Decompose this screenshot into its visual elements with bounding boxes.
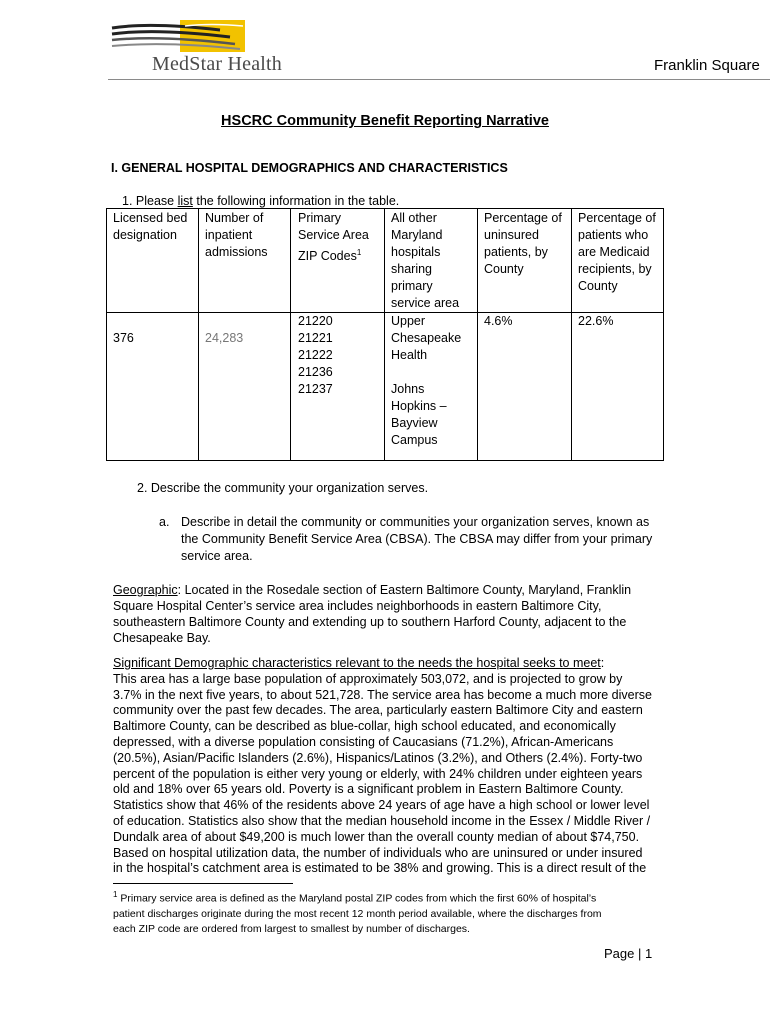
header-licensed-bed: [113, 210, 187, 244]
paragraph-line: (20.5%), Asian/Pacific Islanders (2.6%), Hispanics/Latinos (3.2%), and Others (2.4%). Forty-two: [113, 750, 643, 765]
header-line: County: [578, 279, 618, 293]
paragraph-line: community over the past few decades. The area, particularly eastern Baltimore City and eastern: [113, 703, 643, 718]
table-column-divider: [571, 209, 572, 460]
paragraph-line: old and 18% over 65 years old. Poverty is a significant problem in Eastern Baltimore County.: [113, 782, 624, 797]
paragraph-text: : Located in the Rosedale section of Eastern Baltimore County, Maryland, Franklin: [177, 583, 632, 597]
medstar-logo-mark: [110, 20, 245, 52]
hospital-line: Hopkins –: [391, 399, 447, 413]
footnote-mark: 1: [113, 890, 118, 899]
cell-uninsured-pct: 4.6%: [484, 314, 513, 328]
header-line: recipients, by: [578, 262, 652, 276]
header-line: primary: [391, 279, 433, 293]
header-line: service area: [391, 296, 460, 310]
zip-code: 21236: [298, 365, 333, 379]
paragraph-line: Baltimore County, can be described as blue-collar, high school educated, and economically: [113, 719, 616, 734]
footnote-text: Primary service area is defined as the Maryland postal ZIP codes from which the first 60% of hospital’s: [117, 892, 597, 905]
hospital-line: Johns: [391, 382, 425, 396]
question-2a-text: Describe in detail the community or communities your organization serves, known as the Community Benefit Service Area (CBSA). The CBSA may differ from your primary service area.: [181, 515, 653, 563]
paragraph-line: depressed, with a diverse population consisting of Caucasians (71.2%), African-Americans: [113, 734, 614, 749]
paragraph-line: Dundalk area of about $49,200 is much lower than the overall county median of about $74,750.: [113, 829, 640, 844]
paragraph-line: percent of the population is either very young or elderly, with 24% children under eighteen years: [113, 766, 643, 781]
footnote-line: [113, 887, 653, 907]
header-line: patients who: [578, 228, 649, 242]
zip-code: 21220: [298, 314, 333, 328]
header-line: hospitals: [391, 245, 441, 259]
header-line: Percentage of: [484, 211, 562, 225]
cell-medicaid-pct: 22.6%: [578, 314, 614, 328]
logo-wordmark: MedStar Health: [152, 53, 282, 75]
header-line: admissions: [205, 245, 268, 259]
header-line: Maryland: [391, 228, 443, 242]
cell-other-hospitals: [391, 313, 461, 449]
header-line: [298, 244, 369, 265]
header-line: designation: [113, 228, 177, 242]
table-column-divider: [290, 209, 291, 460]
geographic-label: Geographic: [113, 583, 178, 597]
header-line-text: ZIP Codes: [298, 249, 357, 264]
header-line: patients, by: [484, 245, 548, 259]
header-line: sharing: [391, 262, 432, 276]
cell-zip-codes: [298, 313, 333, 398]
header-zip-codes: [298, 210, 369, 265]
paragraph-line: Statistics show that 46% of the residents above 24 years of age have a high school or lower level: [113, 798, 650, 813]
paragraph-line: Square Hospital Center’s service area includes neighborhoods in eastern Baltimore City,: [113, 599, 602, 613]
document-title: HSCRC Community Benefit Reporting Narrative: [221, 113, 549, 129]
spacer: [391, 364, 461, 381]
geographic-paragraph: [113, 582, 653, 646]
hospital-line: Campus: [391, 433, 438, 447]
hospital-line: Health: [391, 348, 428, 362]
cell-licensed-beds: 376: [113, 331, 134, 345]
demographics-label: Significant Demographic characteristics relevant to the needs the hospital seeks to meet: [113, 656, 601, 670]
demographics-paragraph: [113, 656, 653, 877]
paragraph-line: This area has a large base population of approximately 503,072, and is projected to grow by: [113, 671, 623, 686]
hospital-line: Upper: [391, 314, 426, 328]
zip-code: 21222: [298, 348, 333, 362]
question-2a-letter: a.: [159, 515, 170, 529]
header-other-hospitals: [391, 210, 459, 312]
header-line: are Medicaid: [578, 245, 650, 259]
paragraph-line: Chesapeake Bay.: [113, 631, 211, 645]
section-heading: I. GENERAL HOSPITAL DEMOGRAPHICS AND CHARACTERISTICS: [111, 161, 508, 175]
header-admissions: [205, 210, 268, 261]
paragraph-text: :: [600, 656, 605, 670]
question-2: 2. Describe the community your organization serves.: [137, 481, 429, 495]
paragraph-line: [113, 582, 653, 598]
question-1-suffix: the following information in the table.: [192, 194, 400, 208]
paragraph-line: 3.7% in the next five years, to about 521,728. The service area has become a much more diverse: [113, 687, 652, 702]
question-1-emphasis: list: [177, 194, 193, 208]
zip-code: 21221: [298, 331, 333, 345]
header-divider: [108, 79, 770, 80]
paragraph-line: southeastern Baltimore County and extending up to southern Harford County, adjacent to the: [113, 615, 627, 629]
footnote-line: each ZIP code are ordered from largest to smallest by number of discharges.: [113, 922, 470, 935]
hospital-name: Franklin Square: [654, 57, 760, 74]
paragraph-line: in the hospital’s catchment area is estimated to be 38% and growing. This is a direct result of the: [113, 861, 647, 876]
header-line: County: [484, 262, 524, 276]
zip-code: 21237: [298, 382, 333, 396]
header-line: Percentage of: [578, 211, 656, 225]
paragraph-line: [113, 656, 653, 672]
paragraph-line: of education. Statistics also show that the median household income in the Essex / Middle River /: [113, 813, 651, 828]
header-line: inpatient: [205, 228, 253, 242]
footnote-line: patient discharges originate during the most recent 12 month period available, where the discharges from: [113, 907, 602, 920]
hospital-info-table: [106, 208, 664, 461]
cell-admissions: 24,283: [205, 331, 244, 345]
table-column-divider: [384, 209, 385, 460]
header-line: All other: [391, 211, 437, 225]
header-line: Service Area: [298, 228, 369, 242]
footnote-divider: [113, 883, 293, 884]
page-number: Page | 1: [604, 946, 653, 961]
header-line: Licensed bed: [113, 211, 188, 225]
table-column-divider: [477, 209, 478, 460]
paragraph-line: Based on hospital utilization data, the number of individuals who are uninsured or under insured: [113, 845, 643, 860]
table-column-divider: [198, 209, 199, 460]
header-line: Primary: [298, 211, 342, 225]
hospital-line: Bayview: [391, 416, 438, 430]
question-1-prefix: 1. Please: [122, 194, 178, 208]
header-line: Number of: [205, 211, 264, 225]
footnote: [113, 887, 653, 937]
header-medicaid-pct: [578, 210, 656, 295]
header-uninsured-pct: [484, 210, 562, 278]
header-line: uninsured: [484, 228, 539, 242]
footnote-reference: 1: [356, 248, 362, 257]
hospital-line: Chesapeake: [391, 331, 462, 345]
